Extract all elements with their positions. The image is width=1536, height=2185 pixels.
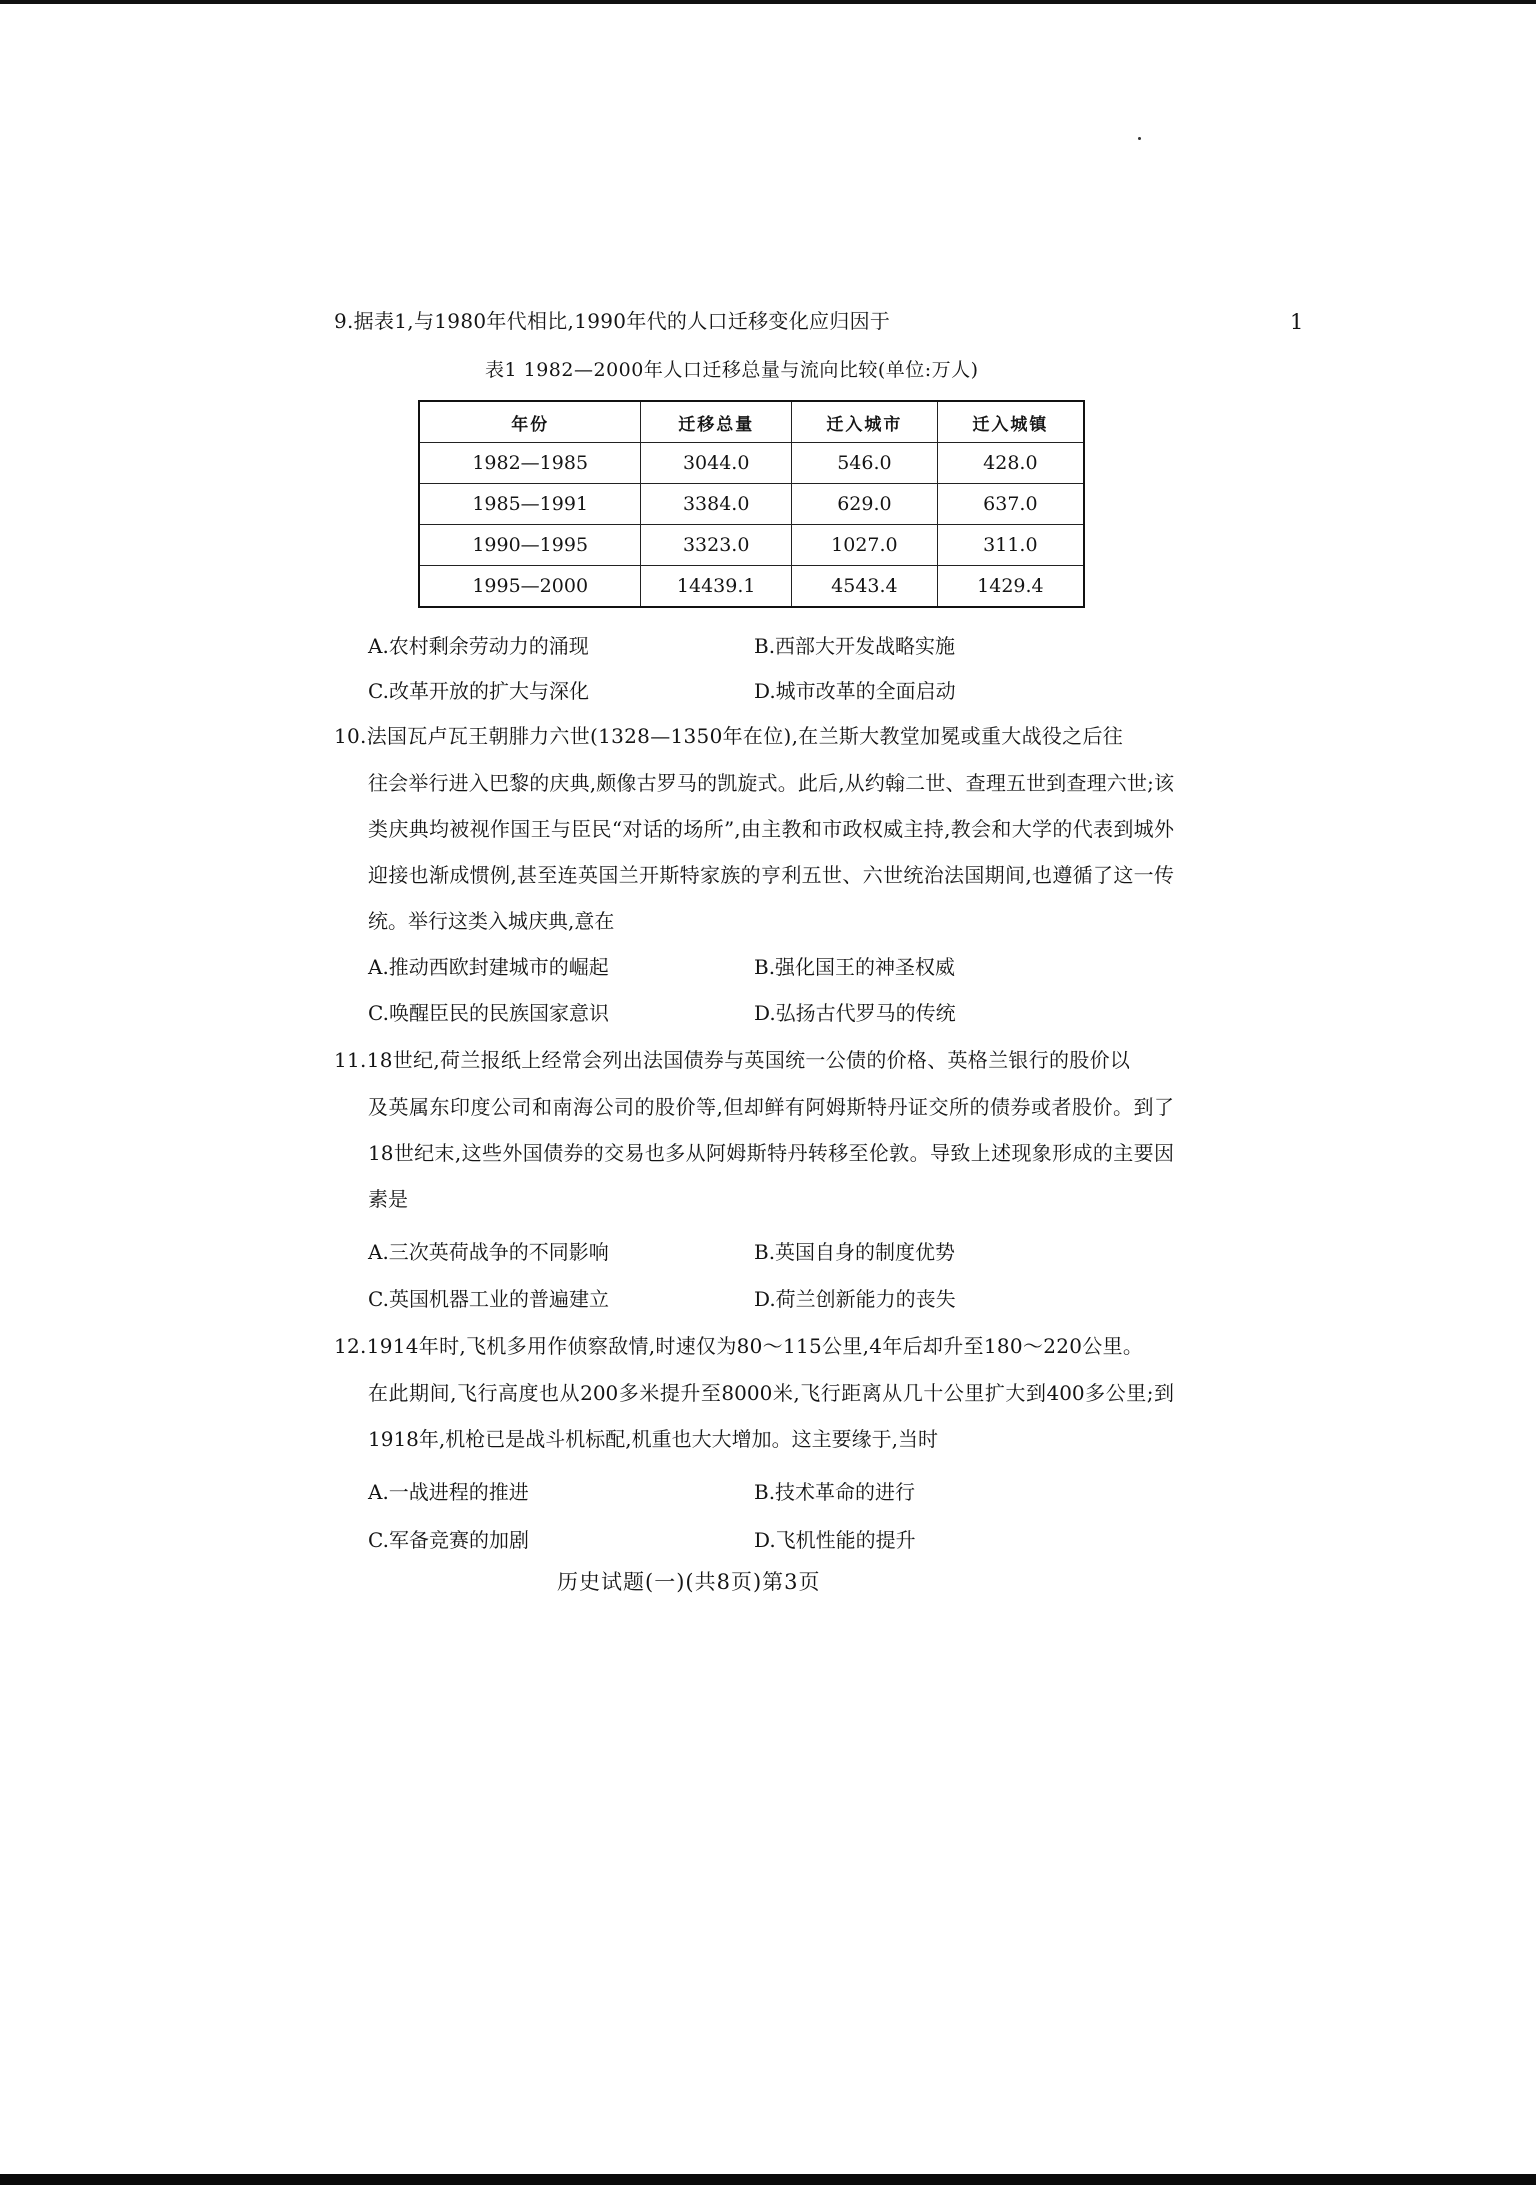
q12-option-b: B.技术革命的进行 (754, 1480, 916, 1504)
table-cell: 3323.0 (641, 525, 792, 566)
margin-mark: 1 (1290, 310, 1304, 334)
q10-option-b: B.强化国王的神圣权威 (754, 955, 956, 979)
table-cell: 3044.0 (641, 443, 792, 484)
table-cell: 428.0 (937, 443, 1084, 484)
table-header-row (419, 401, 1084, 443)
q11-option-c: C.英国机器工业的普遍建立 (368, 1287, 609, 1311)
table-header: 迁入城镇 (937, 401, 1084, 443)
q10-stem (334, 760, 1174, 944)
q12-option-c: C.军备竞赛的加剧 (368, 1528, 529, 1552)
q12-stem-first: 12.1914年时,飞机多用作侦察敌情,时速仅为80～115公里,4年后却升至180～220公里。 (334, 1334, 1144, 1358)
table-cell: 4543.4 (792, 566, 938, 608)
table-row (419, 443, 1084, 484)
table-header: 迁入城市 (792, 401, 938, 443)
table-cell: 1985—1991 (419, 484, 641, 525)
q9-option-b: B.西部大开发战略实施 (754, 634, 956, 658)
q11-stem (334, 1084, 1174, 1222)
q9-option-a: A.农村剩余劳动力的涌现 (368, 634, 589, 658)
table-cell: 546.0 (792, 443, 938, 484)
table-cell: 1995—2000 (419, 566, 641, 608)
q12-option-a: A.一战进程的推进 (368, 1480, 529, 1504)
table-cell: 637.0 (937, 484, 1084, 525)
table-row (419, 525, 1084, 566)
q10-option-d: D.弘扬古代罗马的传统 (754, 1001, 956, 1025)
q10-option-c: C.唤醒臣民的民族国家意识 (368, 1001, 609, 1025)
page-footer: 历史试题(一)(共8页)第3页 (557, 1570, 821, 1594)
q9-stem: 9.据表1,与1980年代相比,1990年代的人口迁移变化应归因于 (334, 309, 891, 333)
scan-top-edge (0, 0, 1536, 4)
table-row (419, 484, 1084, 525)
table-header: 年份 (419, 401, 641, 443)
migration-table (418, 400, 1085, 608)
table-header: 迁移总量 (641, 401, 792, 443)
table-cell: 1429.4 (937, 566, 1084, 608)
q12-stem-rest: 在此期间,飞行高度也从200多米提升至8000米,飞行距离从几十公里扩大到400多公里;到1918年,机枪已是战斗机标配,机重也大大增加。这主要缘于,当时 (368, 1381, 1174, 1451)
q10-stem-rest: 往会举行进入巴黎的庆典,颇像古罗马的凯旋式。此后,从约翰二世、查理五世到查理六世;该类庆典均被视作国王与臣民“对话的场所”,由主教和市政权威主持,教会和大学的代表到城外迎接也渐成惯例,甚至连英国兰开斯特家族的亨利五世、六世统治法国期间,也遵循了这一传统。举行这类入城庆典,意在 (368, 771, 1174, 933)
q10-option-a: A.推动西欧封建城市的崛起 (368, 955, 609, 979)
table-cell: 629.0 (792, 484, 938, 525)
table-cell: 1990—1995 (419, 525, 641, 566)
q12-option-d: D.飞机性能的提升 (754, 1528, 916, 1552)
q10-stem-first: 10.法国瓦卢瓦王朝腓力六世(1328—1350年在位),在兰斯大教堂加冕或重大战役之后往 (334, 724, 1124, 748)
table-cell: 1982—1985 (419, 443, 641, 484)
q12-stem (334, 1370, 1174, 1462)
table-row (419, 566, 1084, 608)
q11-option-d: D.荷兰创新能力的丧失 (754, 1287, 956, 1311)
table-cell: 14439.1 (641, 566, 792, 608)
q11-stem-first: 11.18世纪,荷兰报纸上经常会列出法国债券与英国统一公债的价格、英格兰银行的股价以 (334, 1048, 1131, 1072)
table-cell: 3384.0 (641, 484, 792, 525)
table-cell: 311.0 (937, 525, 1084, 566)
q9-option-c: C.改革开放的扩大与深化 (368, 679, 589, 703)
q9-option-d: D.城市改革的全面启动 (754, 679, 956, 703)
scan-bottom-edge (0, 2174, 1536, 2185)
scan-speck (1138, 137, 1141, 140)
table-caption: 表1 1982—2000年人口迁移总量与流向比较(单位:万人) (485, 359, 979, 381)
q11-stem-rest: 及英属东印度公司和南海公司的股价等,但却鲜有阿姆斯特丹证交所的债券或者股价。到了18世纪末,这些外国债券的交易也多从阿姆斯特丹转移至伦敦。导致上述现象形成的主要因素是 (368, 1095, 1174, 1211)
table-cell: 1027.0 (792, 525, 938, 566)
q11-option-b: B.英国自身的制度优势 (754, 1240, 956, 1264)
q11-option-a: A.三次英荷战争的不同影响 (368, 1240, 609, 1264)
